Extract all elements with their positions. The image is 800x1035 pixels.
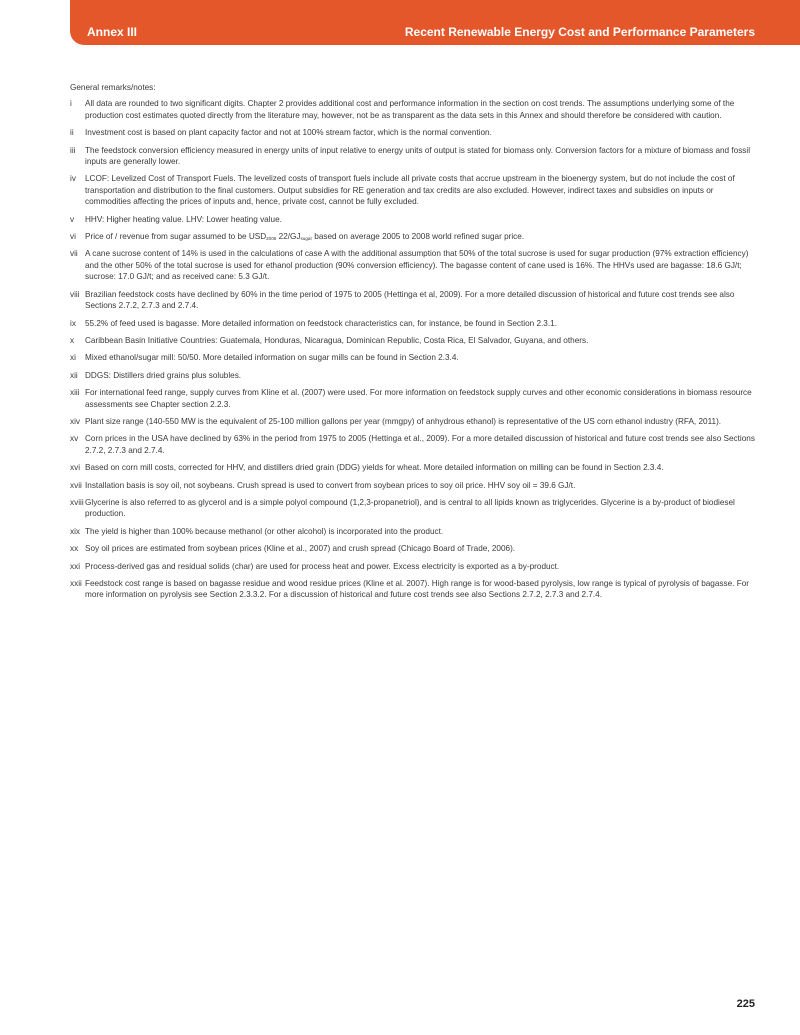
note-item [70,497,755,520]
note-text: Glycerine is also referred to as glycerol and is a simple polyol compound (1,2,3-propanetriol), and is central to all lipids known as triglycerides. Glycerine is a by-product of biodiesel production. [85,497,735,519]
note-text-part: based on average 2005 to 2008 world refined sugar price. [311,232,525,242]
note-text: LCOF: Levelized Cost of Transport Fuels. The levelized costs of transport fuels include all private costs that accrue upstream in the bioenergy system, but do not include the cost of transportation and distribution to the final customers. Output subsidies for RE generation and tax credits are also excluded. However, indirect taxes and subsidies on inputs or commodities affecting the prices of inputs and, hence, private cost, cannot be fully excluded. [85,174,735,207]
note-item [70,433,755,456]
note-item [70,352,755,363]
note-item [70,526,755,537]
note-item [70,416,755,427]
note-text: Soy oil prices are estimated from soybean prices (Kline et al., 2007) and crush spread (Chicago Board of Trade, 2006). [85,544,516,554]
note-number: v [70,214,75,224]
note-number: vii [70,249,78,259]
note-item [70,145,755,168]
note-item [70,387,755,410]
note-text [85,231,755,242]
note-text: The feedstock conversion efficiency measured in energy units of input relative to energy units of output is stated for biomass only. Conversion factors for a mixture of biomass and fossil inputs are generally lower. [85,145,751,167]
remarks-title: General remarks/notes: [70,83,156,92]
note-text: 55.2% of feed used is bagasse. More detailed information on feedstock characteristics can, for instance, be found in Section 2.3.1. [85,318,557,328]
note-text: The yield is higher than 100% because methanol (or other alcohol) is incorporated into the product. [85,526,444,536]
note-item [70,173,755,207]
note-number: xvi [70,463,81,473]
note-item [70,127,755,138]
section-title: Recent Renewable Energy Cost and Performance Parameters [404,25,755,39]
note-text: DDGS: Distillers dried grains plus solubles. [85,370,242,380]
note-text: Feedstock cost range is based on bagasse residue and wood residue prices (Kline et al. 2007). High range is for wood-based pyrolysis, low range is typical of pyrolysis of bagasse. For more information on pyrolysis see Section 2.3.3.2. For a discussion of historical and future cost trends see also Sections 2.7.2, 2.7.3 and 2.7.4. [85,579,749,600]
note-number: x [70,335,75,345]
annex-label: Annex III [87,25,138,39]
subscript-sugar: sugar [300,236,312,242]
note-number: i [70,99,72,109]
note-number: iii [70,145,76,155]
note-text: Mixed ethanol/sugar mill: 50/50. More detailed information on sugar mills can be found in Section 2.3.4. [85,353,459,363]
note-number: xv [70,434,79,444]
note-text: Installation basis is soy oil, not soybeans. Crush spread is used to convert from soybean prices to soy oil price. HHV soy oil = 39.6 GJ/t. [85,480,576,490]
note-item [70,480,755,491]
note-text: Plant size range (140-550 MW is the equivalent of 25-100 million gallons per year (mmgpy) of anhydrous ethanol) is representative of the US corn ethanol industry (RFA, 2011). [85,416,722,426]
note-item [70,578,755,601]
page-number: 225 [736,998,755,1010]
note-number: xxii [70,579,82,588]
note-number: xiii [70,388,80,398]
note-number: xiv [70,416,81,426]
note-text: HHV: Higher heating value. LHV: Lower heating value. [85,214,282,224]
note-item [70,318,755,329]
note-number: xvii [70,480,82,490]
notes-content [70,82,755,607]
note-text: Based on corn mill costs, corrected for HHV, and distillers dried grain (DDG) yields for wheat. More detailed information on milling can be found in Section 2.3.4. [85,463,664,473]
note-number: xxi [70,561,81,571]
subscript-year: 2005 [266,236,277,242]
note-text: Process-derived gas and residual solids (char) are used for process heat and power. Excess electricity is exported as a by-product. [85,561,560,571]
note-text: Corn prices in the USA have declined by 63% in the period from 1975 to 2005 (Hettinga et al., 2009). For a more detailed discussion of historical and future cost trends see also Sections 2.7.2, 2.7.3 and 2.7.4. [85,434,755,455]
note-text: Investment cost is based on plant capacity factor and not at 100% stream factor, which is the normal convention. [85,128,492,138]
note-item [70,335,755,346]
note-text: All data are rounded to two significant digits. Chapter 2 provides additional cost and performance information in the section on cost trends. The assumptions underlying some of the production cost estimates quoted directly from the literature may, however, not be as transparent as the data sets in this Annex and should therefore be considered with caution. [85,99,735,120]
note-number: xx [70,544,79,554]
note-number: viii [70,289,80,299]
note-text: A cane sucrose content of 14% is used in the calculations of case A with the additional assumption that 50% of the total sucrose is used for sugar production (97% extraction efficiency) and the other 50% of the total sucrose is used for ethanol production (90% conversion efficiency). The bagasse content of cane used is 16%. The HHVs used are bagasse: 18.6 GJ/t; sucrose: 17.0 GJ/t; and as received cane: 5.3 GJ/t. [85,249,749,282]
note-number: vi [70,232,76,242]
note-text: Caribbean Basin Initiative Countries: Guatemala, Honduras, Nicaragua, Dominican Republic, Costa Rica, El Salvador, Guyana, and others. [85,335,589,345]
note-item [70,561,755,572]
note-number: xviii [70,497,84,507]
header-bar [70,0,800,45]
note-number: xii [70,370,78,380]
note-item [70,231,755,242]
note-text: Brazilian feedstock costs have declined by 60% in the time period of 1975 to 2005 (Hettinga et al, 2009). For a more detailed discussion of historical and future cost trends see also Sections 2.7.2, 2.7.3 and 2.7.4. [85,289,735,311]
note-number: xix [70,526,81,536]
note-number: xi [70,353,76,363]
note-item [70,289,755,312]
note-item [70,462,755,473]
note-item [70,98,755,121]
note-item [70,543,755,554]
note-text-part: 22/GJ [276,232,301,242]
note-number: ii [70,128,74,138]
note-item [70,370,755,381]
note-number: iv [70,174,76,184]
note-item [70,214,755,225]
note-item [70,248,755,282]
note-text: For international feed range, supply curves from Kline et al. (2007) were used. For more information on feedstock supply curves and other economic considerations in biomass resource assessments see Chapter section 2.2.3. [85,388,752,409]
note-number: ix [70,318,76,328]
note-text-part: Price of / revenue from sugar assumed to be USD [85,232,267,242]
